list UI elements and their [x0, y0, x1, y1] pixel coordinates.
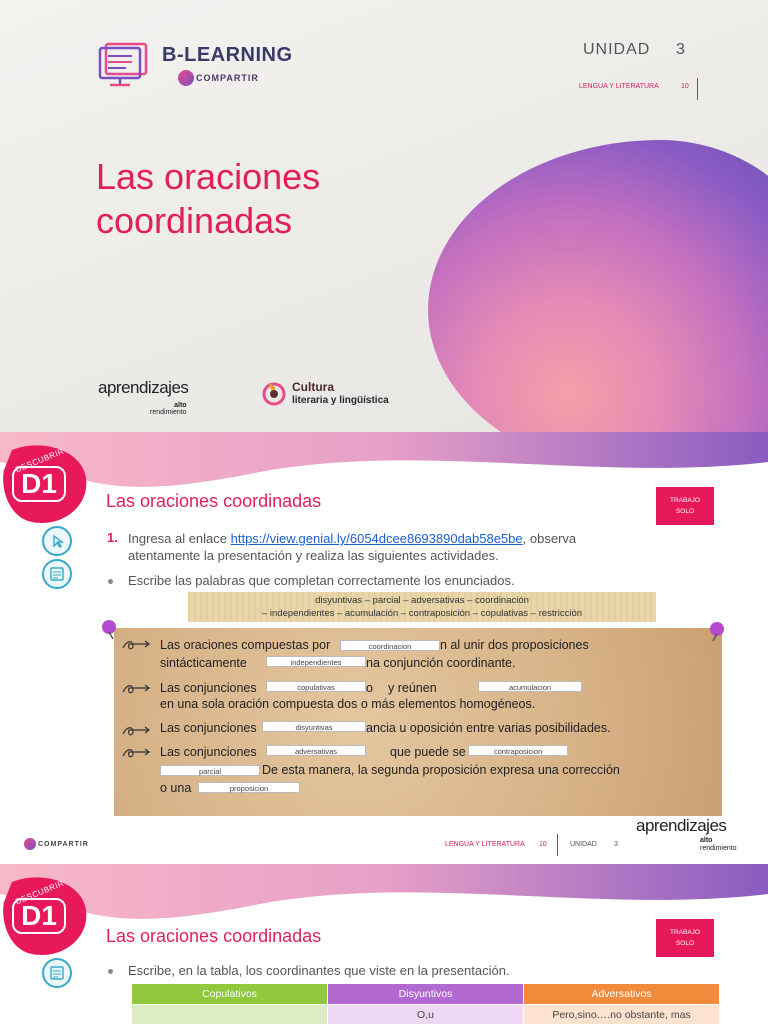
work-mode-line-2: SOLO	[675, 508, 695, 515]
unit-number: 3	[676, 41, 685, 58]
footer-apr-sub-2: rendimiento	[700, 845, 737, 852]
grade-label: 10	[681, 83, 689, 90]
footer-grade: 10	[539, 841, 547, 848]
answer-field[interactable]: contraposicion	[468, 745, 568, 756]
footer-unidad: UNIDAD	[570, 841, 597, 848]
bullet-text: Escribe, en la tabla, los coordinantes que viste en la presentación.	[128, 963, 510, 978]
activity-slide-1	[0, 432, 768, 864]
sentence-3-b: ancia u oposición entre varias posibilidades.	[366, 721, 611, 735]
table-cell[interactable]	[132, 1005, 328, 1024]
title-line-2: coordinadas	[96, 200, 293, 241]
answer-field[interactable]: coordinacion	[340, 640, 440, 651]
table-row	[132, 1005, 720, 1024]
sentence-1-b: n al unir dos proposiciones	[440, 638, 589, 652]
word-bank	[188, 592, 656, 622]
coordinators-table	[131, 983, 720, 1024]
bullet	[108, 969, 113, 974]
answer-field[interactable]: disyuntivas	[262, 721, 366, 732]
work-mode-badge	[656, 919, 714, 957]
footer-subject: LENGUA Y LITERATURA	[445, 841, 525, 848]
genially-link[interactable]: https://view.genial.ly/6054dcee8693890dab58e5be	[230, 531, 523, 546]
work-mode-line-2: SOLO	[675, 940, 695, 947]
footer-aprendizajes-logo: aprendizajes	[636, 816, 727, 835]
badge-label: DESCUBRIR	[14, 446, 66, 475]
notes-icon	[42, 958, 72, 988]
work-mode-line-1: TRABAJO	[670, 929, 700, 936]
badge-code: D1	[12, 898, 66, 934]
footer-compartir: COMPARTIR	[38, 841, 89, 848]
table-header: Copulativos	[132, 984, 328, 1005]
sentence-4-c: De esta manera, la segunda proposición expresa una corrección	[262, 763, 620, 777]
pushpin-icon	[98, 618, 120, 640]
sentence-1-d: na conjunción coordinante.	[366, 656, 516, 670]
sentence-4-b: que puede se	[390, 745, 466, 759]
word-bank-line-1: disyuntivas – parcial – adversativas – coordinación	[315, 595, 529, 606]
answer-field[interactable]: parcial	[160, 765, 260, 776]
computer-book-icon	[96, 40, 154, 88]
curly-arrow-icon	[121, 724, 151, 738]
sentence-2-c: y reúnen	[388, 681, 437, 695]
table-header: Adversativos	[524, 984, 720, 1005]
sentence-2-b: o	[366, 681, 373, 695]
notes-icon	[42, 559, 72, 589]
curly-arrow-icon	[121, 746, 151, 760]
footer-apr-sub-1: alto	[700, 837, 713, 844]
answer-field[interactable]: independientes	[266, 656, 366, 667]
sentence-1-a: Las oraciones compuestas por	[160, 638, 331, 652]
instruction-part-b: , observa	[522, 531, 577, 546]
aprendizajes-sub-1: alto	[174, 402, 187, 409]
page-title	[96, 155, 426, 243]
unit-label: UNIDAD	[583, 41, 651, 58]
badge-label: DESCUBRIR	[14, 878, 66, 907]
cultura-logo-line-1: Cultura	[292, 380, 334, 394]
compartir-logo-icon	[178, 70, 194, 86]
instruction-text	[128, 530, 658, 564]
instruction-part-c: atentamente la presentación y realiza las siguientes actividades.	[128, 548, 499, 563]
sentence-4-d: o una	[160, 781, 192, 795]
section-title: Las oraciones coordinadas	[106, 491, 322, 511]
badge-code: D1	[12, 466, 66, 502]
aprendizajes-sub-2: rendimiento	[150, 409, 187, 416]
sentence-4-a: Las conjunciones	[160, 745, 257, 759]
answer-field[interactable]: adversativas	[266, 745, 366, 756]
table-header: Disyuntivos	[328, 984, 524, 1005]
curly-arrow-icon	[121, 638, 151, 652]
work-mode-line-1: TRABAJO	[670, 497, 700, 504]
footer-unidad-num: 3	[614, 841, 618, 848]
sentence-2-a: Las conjunciones	[160, 681, 257, 695]
aprendizajes-logo-sub	[150, 402, 187, 416]
curly-arrow-icon	[121, 682, 151, 696]
instruction-part-a: Ingresa al enlace	[128, 531, 231, 546]
aprendizajes-logo: aprendizajes	[98, 378, 189, 397]
subject-label: LENGUA Y LITERATURA	[579, 83, 659, 90]
sentence-3-a: Las conjunciones	[160, 721, 257, 735]
item-number: 1.	[107, 530, 118, 545]
sentence-2-d: en una sola oración compuesta dos o más elementos homogéneos.	[160, 697, 536, 711]
title-line-1: Las oraciones	[96, 156, 321, 197]
table-header-row	[132, 984, 720, 1005]
work-mode-badge	[656, 487, 714, 525]
divider	[557, 834, 558, 856]
decorative-gradient-blob	[428, 140, 768, 432]
bullet-text: Escribe las palabras que completan correctamente los enunciados.	[128, 573, 515, 588]
answer-field[interactable]: proposicion	[198, 782, 300, 793]
answer-field[interactable]: acumulacion	[478, 681, 582, 692]
sentence-1-c: sintácticamente	[160, 656, 247, 670]
click-icon	[42, 526, 72, 556]
cover-slide	[0, 0, 768, 432]
table-cell[interactable]: O,u	[328, 1005, 524, 1024]
bullet	[108, 579, 113, 584]
activity-slide-2	[0, 864, 768, 1024]
answer-field[interactable]: copulativas	[266, 681, 366, 692]
brand-subtitle: COMPARTIR	[196, 73, 259, 83]
cultura-logo-line-2: literaria y lingüística	[292, 395, 389, 406]
section-title: Las oraciones coordinadas	[106, 926, 322, 946]
word-bank-line-2: – independientes – acumulación – contraposición – copulativas – restricción	[261, 608, 583, 619]
brand-title: B-LEARNING	[162, 44, 293, 66]
compartir-logo-icon	[24, 838, 36, 850]
cultura-logo-icon	[262, 378, 286, 408]
pushpin-icon	[706, 620, 728, 642]
divider	[697, 78, 698, 100]
table-cell[interactable]: Pero,sino….no obstante, mas	[524, 1005, 720, 1024]
